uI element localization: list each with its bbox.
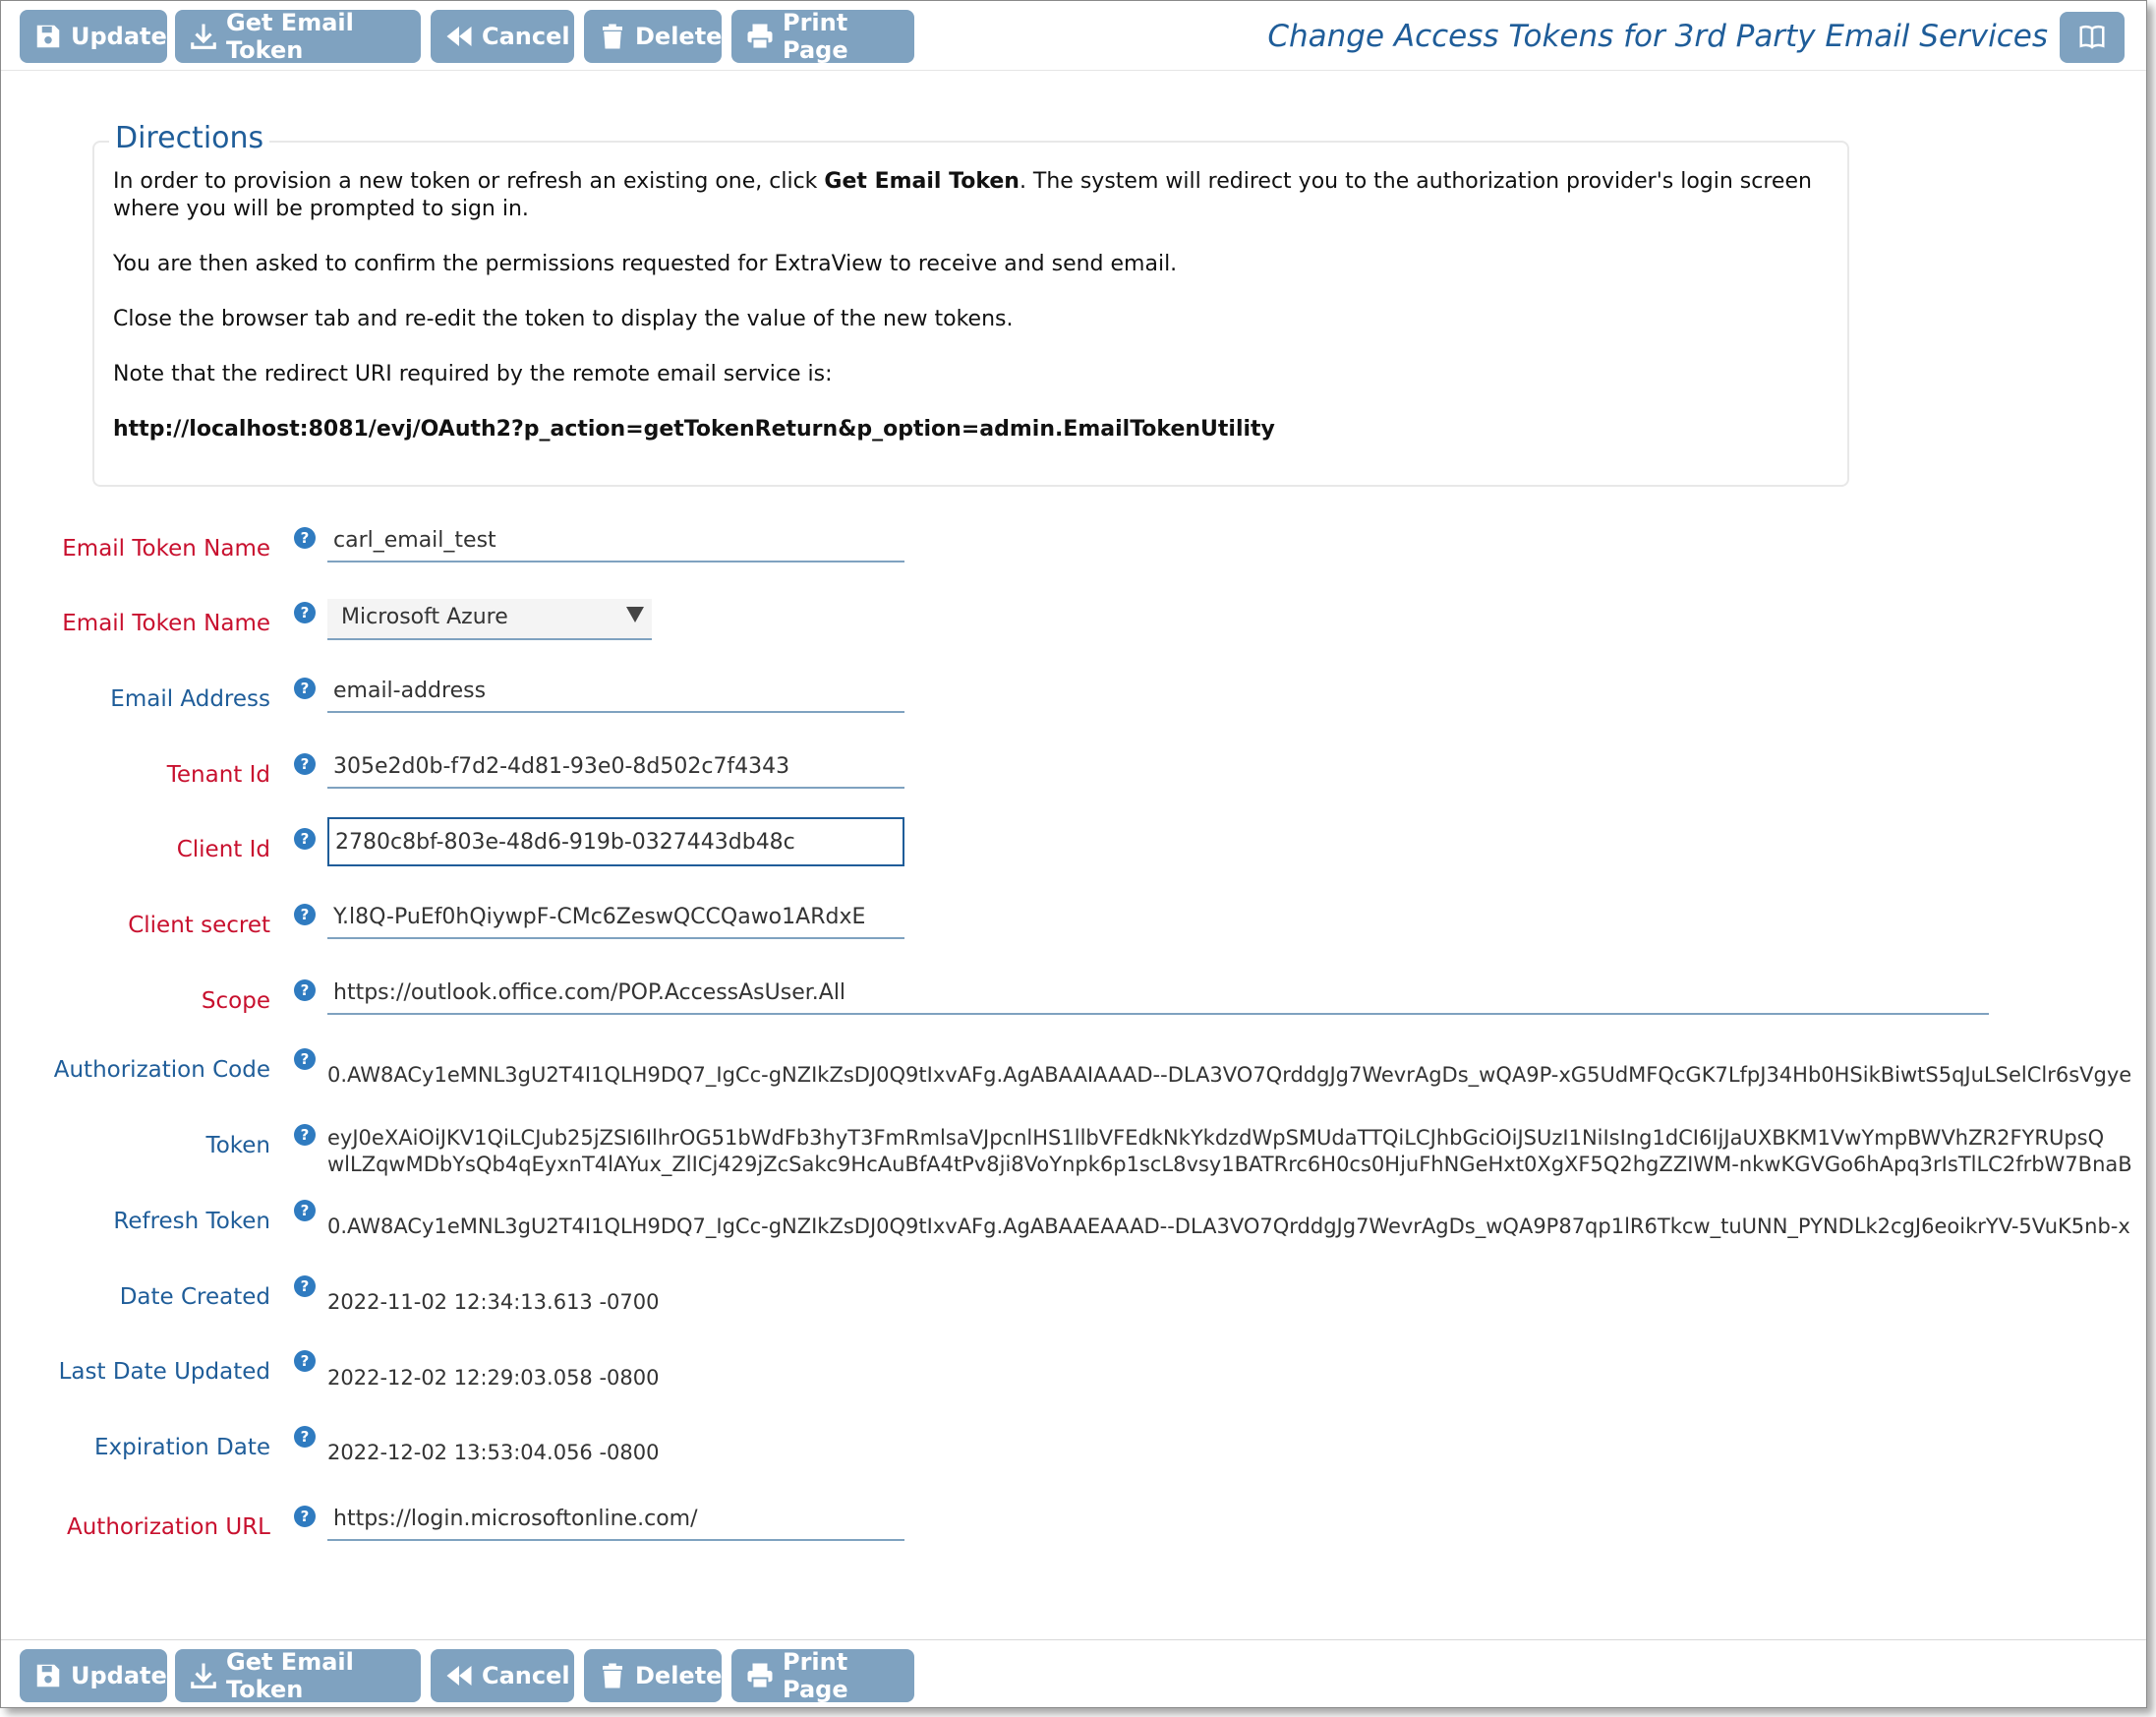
print-icon — [745, 22, 775, 51]
token-value-line-1: eyJ0eXAiOiJKV1QiLCJub25jZSI6IlhrOG51bWdFb3hyT3FmRmlsaVJpcnlHS1llbVFEdkNkYkdzdWpSMUdaTTQiLCJhbGciOiJSUzI1NiIsIng1dCI6IjJaUXBKM1VwYmpBWVhZR2FYRUpsQ — [327, 1126, 2105, 1150]
scope-label: Scope — [201, 988, 270, 1014]
cancel-label: Cancel — [482, 1662, 570, 1689]
email-address-label: Email Address — [110, 686, 270, 712]
question-icon[interactable] — [294, 1048, 316, 1070]
help-glyph: ? — [300, 1277, 310, 1295]
directions-text: In order to provision a new token or refresh an existing one, click — [113, 169, 825, 194]
question-icon[interactable] — [294, 904, 316, 925]
tenant-id-label: Tenant Id — [166, 762, 270, 788]
rewind-icon — [444, 22, 474, 51]
email-token-type-select[interactable] — [327, 599, 652, 640]
last-date-updated-value: 2022-12-02 12:29:03.058 -0800 — [327, 1366, 660, 1390]
help-glyph: ? — [300, 604, 310, 622]
directions-paragraph-4: Note that the redirect URI required by the remote email service is: — [113, 362, 833, 386]
last-date-updated-label: Last Date Updated — [58, 1359, 270, 1385]
refresh-token-value: 0.AW8ACy1eMNL3gU2T4I1QLH9DQ7_IgCc-gNZIkZsDJ0Q9tIxvAFg.AgABAAEAAAD--DLA3VO7QrddgJg7WevrAgDs_wQA9P87qp1lR6Tkcw_tuUNN_PYNDLk2cgJ6eoikrYV-5VuK5nb-x — [327, 1214, 2130, 1238]
directions-paragraph-1 — [113, 168, 1843, 223]
save-icon — [33, 22, 63, 51]
save-icon — [33, 1661, 63, 1690]
directions-paragraph-3: Close the browser tab and re-edit the token to display the value of the new tokens. — [113, 307, 1014, 331]
delete-label: Delete — [635, 23, 723, 50]
cancel-button[interactable] — [431, 1649, 574, 1702]
update-label: Update — [71, 23, 167, 50]
directions-text: where you will be prompted to sign in. — [113, 197, 529, 221]
help-glyph: ? — [300, 981, 310, 999]
help-glyph: ? — [300, 680, 310, 697]
email-address-input[interactable] — [327, 670, 904, 713]
book-icon — [2075, 23, 2109, 52]
question-icon[interactable] — [294, 828, 316, 850]
question-icon[interactable] — [294, 1426, 316, 1448]
question-icon[interactable] — [294, 1275, 316, 1297]
delete-button[interactable] — [584, 1649, 722, 1702]
refresh-token-label: Refresh Token — [113, 1209, 270, 1234]
page-title: Change Access Tokens for 3rd Party Email Services — [1267, 19, 2048, 54]
question-icon[interactable] — [294, 979, 316, 1001]
help-glyph: ? — [300, 1126, 310, 1144]
download-icon — [189, 1661, 218, 1690]
rewind-icon — [444, 1661, 474, 1690]
redirect-uri: http://localhost:8081/evj/OAuth2?p_action=getTokenReturn&p_option=admin.EmailTokenUtility — [113, 417, 1275, 442]
question-icon[interactable] — [294, 1350, 316, 1372]
email-token-name-input[interactable] — [327, 519, 904, 562]
selected-value: Microsoft Azure — [341, 605, 508, 629]
token-label: Token — [205, 1133, 270, 1158]
directions-bold-text: Get Email Token — [824, 169, 1020, 194]
expiration-date-label: Expiration Date — [93, 1435, 270, 1460]
chevron-down-icon — [626, 607, 644, 622]
question-icon[interactable] — [294, 1200, 316, 1221]
expiration-date-value: 2022-12-02 13:53:04.056 -0800 — [327, 1441, 660, 1464]
client-id-label: Client Id — [176, 837, 270, 862]
question-icon[interactable] — [294, 678, 316, 699]
client-secret-label: Client secret — [128, 913, 270, 938]
authorization-code-value: 0.AW8ACy1eMNL3gU2T4I1QLH9DQ7_IgCc-gNZIkZsDJ0Q9tIxvAFg.AgABAAIAAAD--DLA3VO7QrddgJg7WevrAgDs_wQA9P-xG5UdMFQcGK7LfpJ34Hb0HSikBiwtS5qJuLSelClr6sVgye — [327, 1063, 2132, 1087]
question-icon[interactable] — [294, 527, 316, 549]
print-page-button[interactable] — [731, 10, 914, 63]
question-icon[interactable] — [294, 753, 316, 775]
print-icon — [745, 1661, 775, 1690]
directions-text: . The system will redirect you to the authorization provider's login screen — [1019, 169, 1812, 194]
get-email-token-label: Get Email Token — [226, 1648, 354, 1703]
help-glyph: ? — [300, 1352, 310, 1370]
email-token-name-label: Email Token Name — [62, 536, 270, 562]
tenant-id-input[interactable] — [327, 745, 904, 789]
print-page-label: Print Page — [783, 9, 848, 64]
delete-button[interactable] — [584, 10, 722, 63]
cancel-button[interactable] — [431, 10, 574, 63]
top-toolbar — [1, 1, 2146, 71]
email-token-type-label: Email Token Name — [62, 611, 270, 636]
scope-input[interactable] — [327, 972, 1989, 1015]
delete-label: Delete — [635, 1662, 723, 1689]
download-icon — [189, 22, 218, 51]
cancel-label: Cancel — [482, 23, 570, 50]
help-glyph: ? — [300, 1050, 310, 1068]
question-icon[interactable] — [294, 1506, 316, 1527]
bottom-toolbar — [1, 1639, 2146, 1708]
help-glyph: ? — [300, 1508, 310, 1525]
authorization-url-input[interactable] — [327, 1498, 904, 1541]
date-created-value: 2022-11-02 12:34:13.613 -0700 — [327, 1290, 660, 1314]
authorization-code-label: Authorization Code — [53, 1057, 270, 1083]
client-id-input[interactable] — [327, 817, 904, 866]
update-button[interactable] — [20, 1649, 167, 1702]
update-button[interactable] — [20, 10, 167, 63]
directions-paragraph-2: You are then asked to confirm the permissions requested for ExtraView to receive and send email. — [113, 252, 1178, 276]
update-label: Update — [71, 1662, 167, 1689]
help-glyph: ? — [300, 830, 310, 848]
token-value-line-2: wlLZqwMDbYsQb4qEyxnT4lAYux_ZlICj429jZcSakc9HcAuBfA4tPv8ji8VoYnpk6p1scL8vsy1BATRrc6H0cs0HjuFhNGeHxt0XgXF5Q2hgZZIWM-nkwKGVGo6hApq3rIsTlLC2frbW7BnaB — [327, 1153, 2132, 1176]
help-glyph: ? — [300, 1428, 310, 1446]
get-email-token-label: Get Email Token — [226, 9, 354, 64]
get-email-token-button[interactable] — [175, 1649, 421, 1702]
directions-title: Directions — [109, 121, 269, 155]
help-glyph: ? — [300, 906, 310, 923]
trash-icon — [598, 22, 627, 51]
print-page-button[interactable] — [731, 1649, 914, 1702]
authorization-url-label: Authorization URL — [67, 1514, 270, 1540]
date-created-label: Date Created — [119, 1284, 270, 1310]
print-page-label: Print Page — [783, 1648, 848, 1703]
question-icon[interactable] — [294, 1124, 316, 1146]
client-secret-input[interactable] — [327, 896, 904, 939]
get-email-token-button[interactable] — [175, 10, 421, 63]
question-icon[interactable] — [294, 602, 316, 623]
help-glyph: ? — [300, 529, 310, 547]
help-glyph: ? — [300, 755, 310, 773]
help-button[interactable] — [2060, 12, 2125, 63]
help-glyph: ? — [300, 1202, 310, 1219]
trash-icon — [598, 1661, 627, 1690]
